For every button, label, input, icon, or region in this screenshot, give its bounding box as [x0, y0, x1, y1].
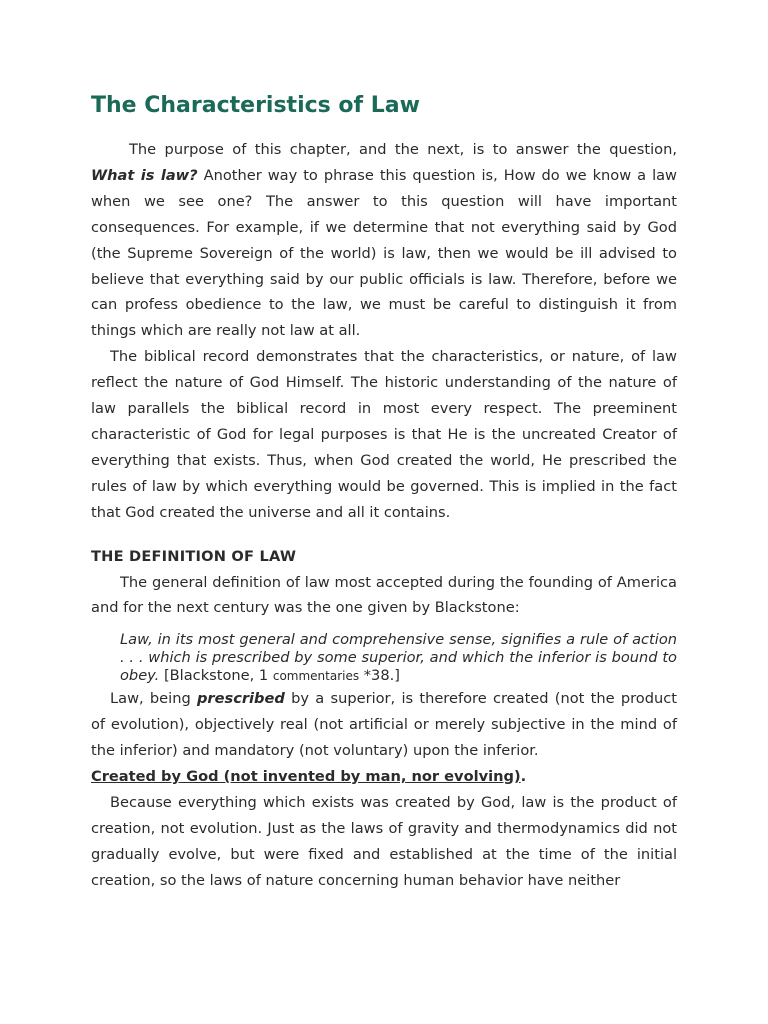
prescribed-text-end: by a superior, is therefore created (not the product of evolution), objectively real (not artificial or merely subjective in the mind of the inferior) and mandatory (not voluntary) upon the inferior. [91, 690, 677, 760]
subheading-created-by-god [91, 764, 677, 790]
paragraph-prescribed [91, 686, 677, 764]
quote-cite-small: commentaries [272, 669, 360, 684]
paragraph-creation: Because everything which exists was created by God, law is the product of creation, not evolution. Just as the laws of gravity and thermodynamics did not gradually evolve, but were fixed and established at the time of the initial creation, so the laws of nature concerning human behavior have neither [91, 793, 677, 889]
prescribed-text-start: Law, being [110, 690, 197, 708]
subheading-text: Created by God (not invented by man, nor evolving) [91, 768, 521, 786]
quote-cite-start: [Blackstone, 1 [159, 667, 273, 685]
section-heading-definition: THE DEFINITION OF LAW [91, 547, 297, 565]
subheading-period: . [520, 768, 527, 786]
quote-cite-end: *38.] [359, 667, 400, 685]
prescribed-emphasis: prescribed [196, 690, 285, 708]
paragraph-definition: The general definition of law most accepted during the founding of America and for the next century was the one given by Blackstone: [91, 573, 677, 617]
page-title: The Characteristics of Law [91, 93, 420, 118]
quote-text: Law, in its most general and comprehensive sense, signifies a rule of action . . . which is prescribed by some superior, and which the inferior is bound to obey. [120, 631, 677, 685]
paragraph-intro [91, 137, 677, 344]
blackstone-quote [120, 631, 677, 685]
paragraph-biblical-record: The biblical record demonstrates that the characteristics, or nature, of law reflect the nature of God Himself. The historic understanding of the nature of law parallels the biblical record in most every respect. The preeminent characteristic of God for legal purposes is that He is the uncreated Creator of everything that exists. Thus, when God created the world, He prescribed the rules of law by which everything would be governed. This is implied in the fact that God created the universe and all it contains. [91, 348, 677, 521]
intro-text-end: Another way to phrase this question is, How do we know a law when we see one? The answer to this question will have important consequences. For example, if we determine that not everything said by God (the Supreme Sovereign of the world) is law, then we would be ill advised to believe that everything said by our public officials is law. Therefore, before we can profess obedience to the law, we must be careful to distinguish it from things which are really not law at all. [91, 166, 677, 340]
intro-text-start: The purpose of this chapter, and the next, is to answer the question, [129, 141, 677, 158]
intro-emphasis: What is law? [91, 166, 198, 184]
document-body [91, 88, 677, 894]
